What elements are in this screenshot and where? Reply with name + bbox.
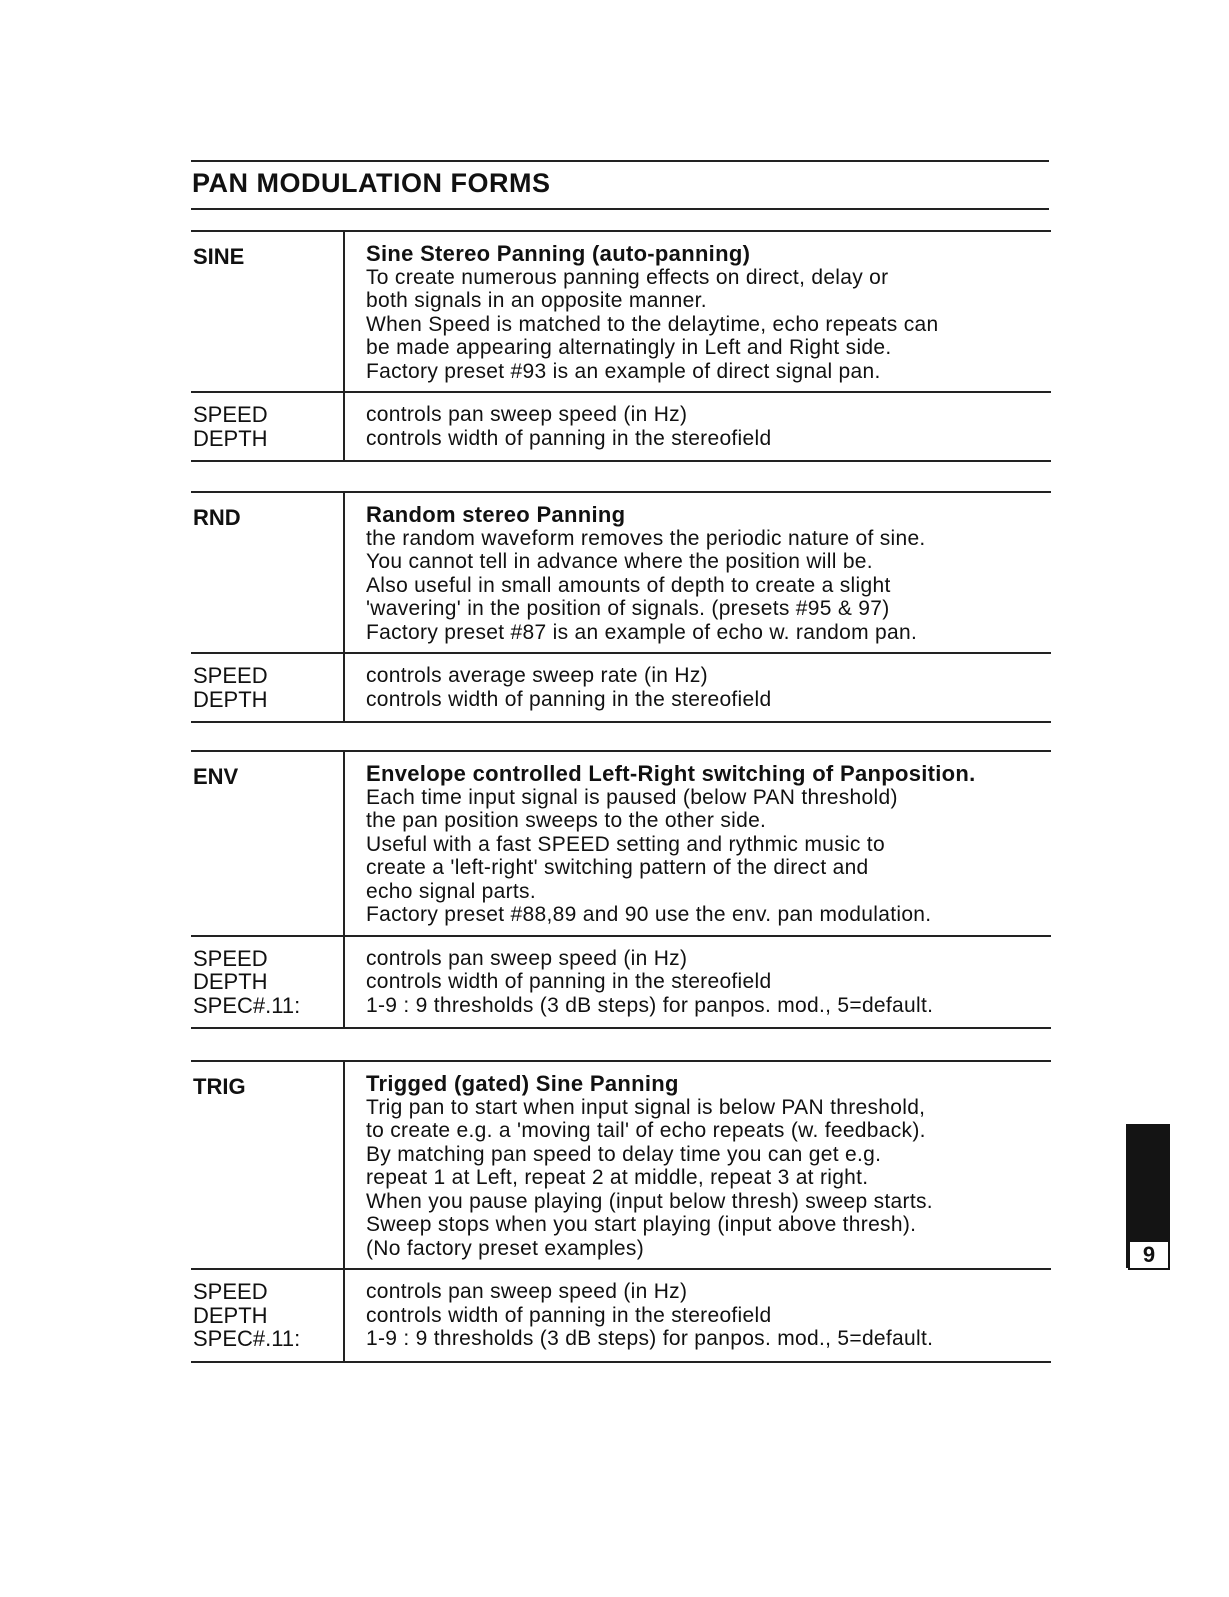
- section-sine: [191, 230, 1051, 462]
- param-text-depth: controls width of panning in the stereofield: [366, 970, 772, 993]
- mode-description: [345, 752, 1051, 935]
- mode-label: RND: [191, 493, 345, 652]
- section-params-row: [191, 1270, 1051, 1361]
- description-line: You cannot tell in advance where the position will be.: [366, 550, 873, 573]
- param-label-depth: DEPTH: [193, 686, 268, 712]
- mode-label: ENV: [191, 752, 345, 935]
- param-label-speed: SPEED: [193, 945, 268, 971]
- page-number: 9: [1128, 1240, 1170, 1270]
- description-line: Factory preset #93 is an example of direct signal pan.: [366, 359, 881, 383]
- param-labels: [191, 1270, 345, 1361]
- param-labels: [191, 654, 345, 721]
- description-line: repeat 1 at Left, repeat 2 at middle, repeat 3 at right.: [366, 1166, 869, 1189]
- section-header-row: [191, 232, 1051, 393]
- description-line: When you pause playing (input below thresh) sweep starts.: [366, 1189, 933, 1213]
- description-line: be made appearing alternatingly in Left and Right side.: [366, 336, 892, 359]
- description-line: When Speed is matched to the delaytime, echo repeats can: [366, 312, 939, 336]
- description-line: Factory preset #87 is an example of echo w. random pan.: [366, 620, 918, 644]
- param-text-depth: controls width of panning in the stereofield: [366, 1303, 772, 1327]
- param-text-spec: 1-9 : 9 thresholds (3 dB steps) for panpos. mod., 5=default.: [366, 993, 934, 1017]
- param-text-speed: controls average sweep rate (in Hz): [366, 664, 708, 687]
- param-label-speed: SPEED: [193, 1279, 268, 1304]
- section-env: [191, 750, 1051, 1029]
- param-label-depth: DEPTH: [193, 1302, 268, 1328]
- description-line: Trig pan to start when input signal is below PAN threshold,: [366, 1095, 926, 1119]
- param-text-spec: 1-9 : 9 thresholds (3 dB steps) for panpos. mod., 5=default.: [366, 1327, 934, 1350]
- mode-heading: Trigged (gated) Sine Panning: [366, 1071, 679, 1096]
- page-title: PAN MODULATION FORMS: [192, 168, 551, 198]
- param-texts: [345, 393, 1051, 460]
- description-line: create a 'left-right' switching pattern of the direct and: [366, 856, 869, 879]
- param-texts: [345, 1270, 1051, 1361]
- description-line: echo signal parts.: [366, 879, 536, 903]
- description-line: to create e.g. a 'moving tail' of echo repeats (w. feedback).: [366, 1119, 926, 1142]
- param-label-speed: SPEED: [193, 663, 268, 688]
- section-header-row: [191, 1062, 1051, 1270]
- param-text-speed: controls pan sweep speed (in Hz): [366, 403, 688, 426]
- section-rnd: [191, 491, 1051, 723]
- description-line: Each time input signal is paused (below PAN threshold): [366, 785, 898, 809]
- param-texts: [345, 654, 1051, 721]
- section-params-row: [191, 937, 1051, 1028]
- param-text-speed: controls pan sweep speed (in Hz): [366, 946, 688, 970]
- description-line: Useful with a fast SPEED setting and rythmic music to: [366, 832, 885, 856]
- mode-description: [345, 232, 1051, 391]
- section-header-row: [191, 493, 1051, 654]
- section-trig: [191, 1060, 1051, 1363]
- param-label-speed: SPEED: [193, 402, 268, 427]
- param-text-speed: controls pan sweep speed (in Hz): [366, 1280, 688, 1303]
- description-line: (No factory preset examples): [366, 1236, 644, 1260]
- description-line: Sweep stops when you start playing (input above thresh).: [366, 1213, 917, 1236]
- description-line: the random waveform removes the periodic nature of sine.: [366, 526, 926, 550]
- mode-label: TRIG: [191, 1062, 345, 1268]
- description-line: Also useful in small amounts of depth to create a slight: [366, 573, 891, 597]
- mode-heading: Random stereo Panning: [366, 502, 626, 527]
- description-line: 'wavering' in the position of signals. (presets #95 & 97): [366, 597, 890, 620]
- param-label-depth: DEPTH: [193, 425, 268, 451]
- param-labels: [191, 937, 345, 1028]
- description-line: By matching pan speed to delay time you can get e.g.: [366, 1142, 882, 1166]
- param-label-spec: SPEC#.11:: [193, 1326, 301, 1351]
- param-labels: [191, 393, 345, 460]
- mode-heading: Sine Stereo Panning (auto-panning): [366, 241, 751, 266]
- mode-heading: Envelope controlled Left-Right switching of Panposition.: [366, 761, 976, 786]
- param-text-depth: controls width of panning in the stereofield: [366, 687, 772, 711]
- param-label-depth: DEPTH: [193, 969, 268, 994]
- description-line: the pan position sweeps to the other side.: [366, 809, 767, 832]
- page-title-bar: [191, 160, 1049, 210]
- section-header-row: [191, 752, 1051, 937]
- description-line: To create numerous panning effects on direct, delay or: [366, 265, 889, 289]
- section-params-row: [191, 393, 1051, 460]
- param-label-spec: SPEC#.11:: [193, 992, 301, 1018]
- section-params-row: [191, 654, 1051, 721]
- description-line: Factory preset #88,89 and 90 use the env. pan modulation.: [366, 903, 932, 926]
- mode-description: [345, 493, 1051, 652]
- description-line: both signals in an opposite manner.: [366, 289, 707, 312]
- mode-label: SINE: [191, 232, 345, 391]
- mode-description: [345, 1062, 1051, 1268]
- param-texts: [345, 937, 1051, 1028]
- param-text-depth: controls width of panning in the stereofield: [366, 426, 772, 450]
